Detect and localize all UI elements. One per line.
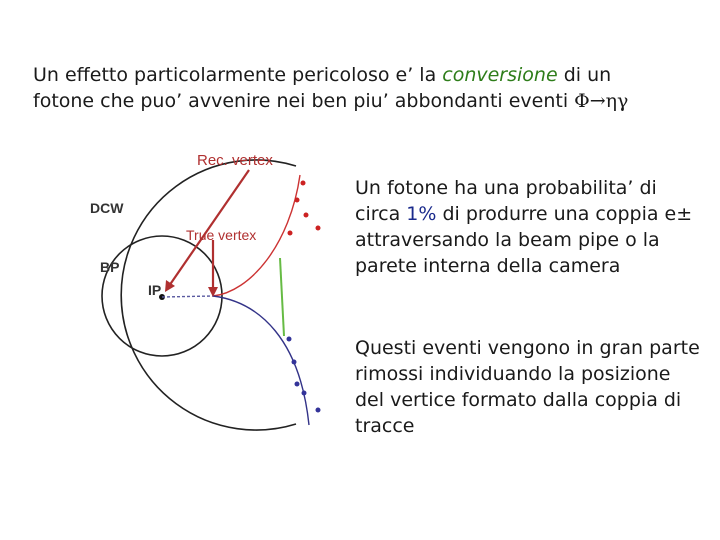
- title-text-1: Un effetto particolarmente pericoloso e’ la: [33, 64, 443, 86]
- paragraph-conversion-probability: [355, 175, 705, 279]
- para1-text-post: di produrre una coppia e± attraversando la beam pipe o la parete interna della camera: [355, 203, 693, 277]
- decay-symbol: Φ→ηγ: [574, 90, 629, 112]
- para1-text-pre: Un fotone ha una probabilita’ di circa: [355, 177, 657, 225]
- label-true-vertex: True vertex: [186, 227, 257, 243]
- paragraph-event-removal: [355, 335, 705, 439]
- rec-vertex-arrowhead: [165, 280, 175, 292]
- para1-highlight: 1%: [406, 203, 437, 225]
- title-text-3: fotone che puo’ avvenire nei ben piu’ abbondanti eventi: [33, 90, 575, 112]
- chord-line: [280, 258, 284, 336]
- label-ip: IP: [148, 282, 162, 298]
- title-text-2: di un: [557, 64, 612, 86]
- label-rec-vertex: Rec. vertex: [197, 152, 273, 169]
- lower-hits: [287, 337, 321, 413]
- para2-text: Questi eventi vengono in gran parte rimossi individuando la posizione del vertice formato dalla coppia di tracce: [355, 337, 700, 437]
- photon-line: [162, 296, 213, 297]
- label-bp: BP: [100, 259, 120, 275]
- title-emphasis-conversione: conversione: [442, 64, 558, 86]
- label-dcw: DCW: [90, 200, 124, 216]
